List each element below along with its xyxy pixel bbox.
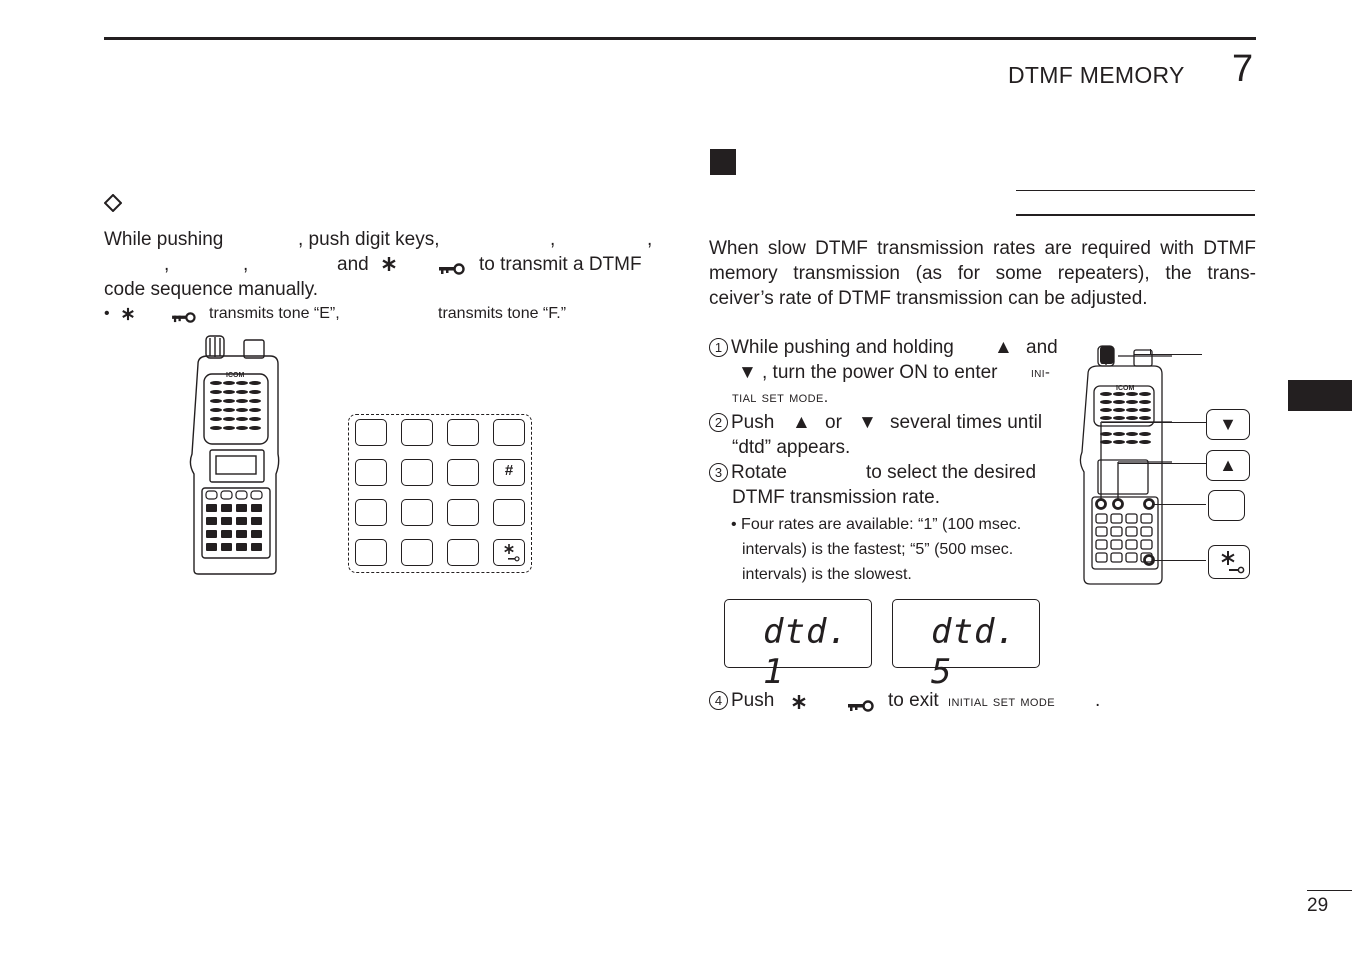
intro-paragraph [709,236,1256,311]
step-4-line [709,688,1209,713]
keypad-key [447,459,479,486]
step-text: Push [731,412,775,433]
diamond-icon [104,194,122,217]
step-text: and [1026,337,1058,358]
keypad-key-hash [493,459,525,486]
down-button-callout [1206,409,1250,440]
step-3-line-2: DTMF transmission rate. [732,487,940,508]
left-line-3: code sequence manually. [104,279,319,300]
step-3-note [731,512,1060,587]
step-2-line-2: “dtd” appears. [732,437,851,458]
note-e-text: transmits tone “E”, [209,305,340,322]
left-comma: , [164,254,170,275]
radio-illustration-right [1072,342,1172,588]
lcd-text: dtd. 1 [763,612,849,692]
radio-brand-logo: ICOM [1116,385,1135,392]
callout-line [1134,354,1202,355]
star-button-callout [1208,545,1250,579]
up-button-callout [1206,450,1250,481]
lcd-display-2 [892,599,1040,692]
step-number: 4 [709,691,728,710]
chapter-side-tab [1288,380,1352,411]
hash-label: # [504,462,514,479]
star-icon [791,692,807,717]
keypad-key [355,459,387,486]
step-number: 1 [709,338,728,357]
down-arrow-icon: ▼ [858,412,877,433]
heading-rule-thin [1016,190,1255,191]
intro-line: When slow DTMF transmission rates are required with DTMF [709,238,1256,259]
step-text: to exit [888,690,939,711]
step-text: or [825,412,842,433]
left-text: While pushing [104,229,224,250]
keypad-key [401,419,433,446]
left-note [104,303,652,325]
note-f-text: transmits tone “F.” [438,305,567,322]
step-text: to select the desired [866,462,1037,483]
lcd-display-1 [724,599,872,692]
down-arrow-icon: ▼ [738,362,757,383]
keypad-key [447,539,479,566]
star-icon [381,254,397,279]
keypad-key [447,419,479,446]
step-2-line-1 [709,410,1060,435]
callout-line [1154,560,1206,561]
keypad-key [401,539,433,566]
keypad-key [401,499,433,526]
step-text-smallcaps: initial set mode [948,693,1055,710]
star-key-icon [494,540,524,565]
left-line-2 [104,252,652,277]
keypad-key-star [493,539,525,566]
step-text: , turn the power ON to enter [762,362,998,383]
section-marker [710,149,736,175]
key-icon [848,694,874,719]
key-icon [172,308,196,330]
left-text: to transmit a DTMF [479,254,642,275]
blank-button-callout [1208,490,1245,521]
chapter-number: 7 [1232,48,1254,90]
up-arrow-icon: ▲ [994,337,1013,358]
callout-line [1150,349,1151,355]
page-number: 29 [1307,895,1329,916]
step-text: Rotate [731,462,787,483]
radio-illustration-left [184,334,284,576]
step-1-line-3 [732,385,828,410]
step-text: While pushing and holding [731,337,954,358]
step-1-line-1 [709,335,1060,360]
intro-line: memory transmission (as for some repeaters), the trans- [709,263,1256,284]
keypad-key [355,419,387,446]
period: . [823,389,829,406]
keypad-key [355,539,387,566]
up-arrow-icon: ▲ [792,412,811,433]
left-text: , push digit keys, [298,229,440,250]
note-line: intervals) is the fastest; “5” (500 msec. [742,541,1014,558]
step-1-line-2 [709,360,1060,385]
keypad-key [493,499,525,526]
period: . [1095,690,1101,711]
star-icon [121,306,135,328]
keypad-key [493,419,525,446]
step-text: several times until [890,412,1043,433]
keypad-key [447,499,479,526]
step-3-line-1 [709,460,1060,485]
note-line: intervals) is the slowest. [742,566,912,583]
keypad-key [401,459,433,486]
note-line: • Four rates are available: “1” (100 msec. [731,516,1022,533]
left-comma: , [243,254,249,275]
up-arrow-icon: ▲ [1219,455,1237,475]
left-comma: , [550,229,556,250]
left-line-1 [104,227,652,252]
callout-line [1154,504,1206,505]
heading-rule-thick [1016,214,1255,216]
top-rule [104,37,1256,40]
section-title: DTMF MEMORY [1008,62,1185,88]
bullet: • [104,305,110,322]
left-comma: , [647,229,653,250]
left-and: and [337,254,369,275]
callout-line [1102,422,1206,423]
step-text: Push [731,690,775,711]
radio-brand-logo: ICOM [226,372,245,379]
keypad-illustration [348,414,532,573]
step-text-smallcaps: tial set mode [732,389,824,406]
step-number: 2 [709,413,728,432]
step-text-smallcaps: ini- [1031,365,1051,381]
lcd-text: dtd. 5 [931,612,1017,692]
star-key-icon [1209,546,1249,578]
page-number-rule [1307,890,1352,891]
key-icon [439,257,465,282]
intro-line: ceiver’s rate of DTMF transmission can be adjusted. [709,288,1148,309]
callout-line [1118,463,1206,464]
step-number: 3 [709,463,728,482]
down-arrow-icon: ▼ [1219,414,1237,434]
keypad-key [355,499,387,526]
